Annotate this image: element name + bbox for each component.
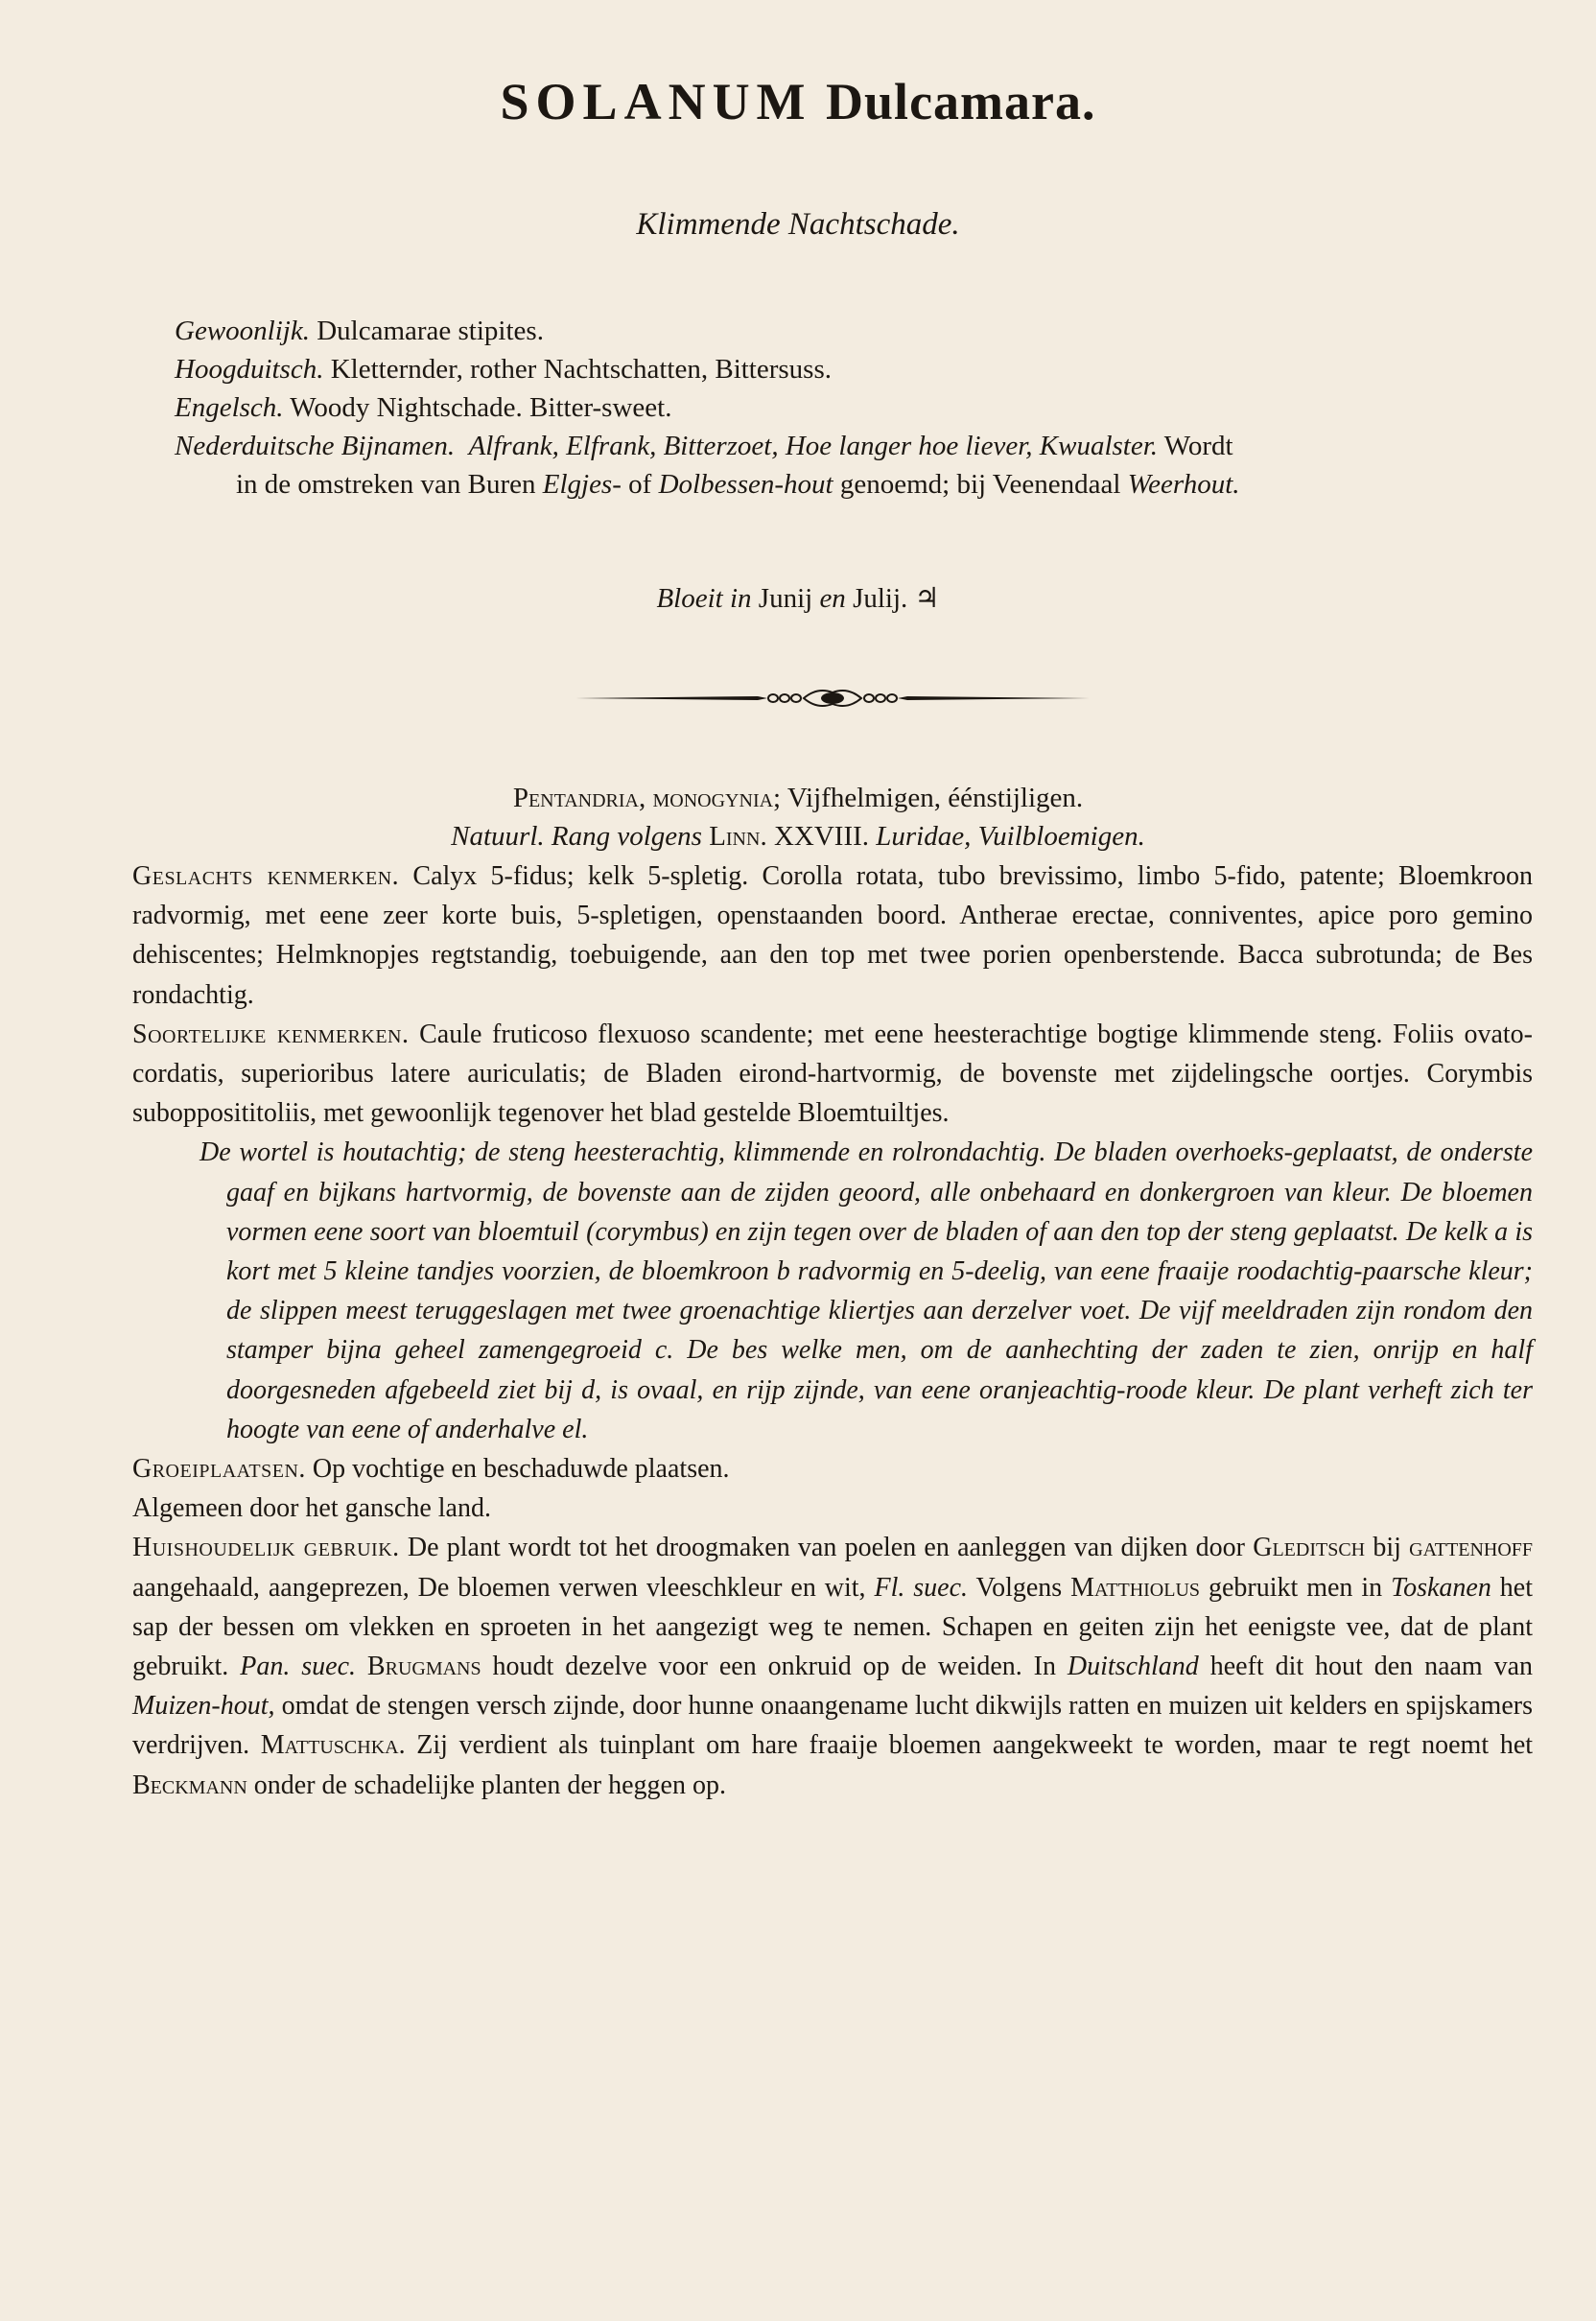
section-text: heeft dit hout den naam van	[1209, 1652, 1534, 1682]
author-name: Matthiolus	[1070, 1572, 1201, 1603]
place-name: Toskanen	[1391, 1572, 1491, 1603]
name-italic: Alfrank, Elfrank, Bitterzoet, Hoe langer hoe liever, Kwualster.	[468, 431, 1159, 461]
local-name: Muizen-hout,	[132, 1691, 275, 1722]
description-paragraph: De wortel is houtachtig; de steng heesterachtig, klimmende en rolrondachtig. De bladen overhoeks-geplaatst, de onderste gaaf en bijkans hartvormig, de bovenste aan de zijden geoord, alle onbehaard en donkergroen van kleur. De bloemen vormen eene soort van bloemtuil (corymbus) en zijn tegen over de bladen of aan den top der steng geplaatst. De kelk a is kort met 5 kleine tandjes voorzien, de bloemkroon b radvormig en 5-deelig, van eene fraaije roodachtig-paarsche kleur; de slippen meest teruggeslagen met twee groenachtige kliertjes aan derzelver voet. De vijf meeldraden zijn rondom den stamper bijna geheel zamengegroeid c. De bes welke men, om de aanhechting der zaden te zien, onrijp en half doorgesneden afgebeeld ziet bij d, is ovaal, en rijp zijnde, van eene oranjeachtig-roode kleur. De plant verheft zich ter hoogte van eene of anderhalve el.	[200, 1137, 1533, 1444]
place-name: Duitschland	[1067, 1652, 1199, 1682]
section-text: aangehaald, aangeprezen, De bloemen verwen vleeschkleur en wit,	[132, 1572, 866, 1603]
common-names-block	[175, 312, 1537, 504]
name-row-gewoonlijk	[175, 312, 1537, 350]
household-use-paragraph	[132, 1528, 1533, 1804]
author-name: gattenhoff	[1409, 1533, 1534, 1563]
name-text: Kletternder, rother Nachtschatten, Bittersuss.	[330, 354, 833, 385]
section-heading: Soortelijke kenmerken.	[132, 1019, 410, 1049]
section-text: Calyx 5-fidus; kelk 5-spletig. Corolla rotata, tubo brevissimo, limbo 5-fido, patente; Bloemkroon radvormig, met eene zeer korte buis, 5-spletigen, openstaanden boord. Antherae erectae, conniventes, apice poro gemino dehiscentes; Helmknopjes regtstandig, toebuigende, aan den top met twee porien openberstende. Bacca subrotunda; de Bes rondachtig.	[132, 861, 1534, 1010]
name-text: Dulcamarae stipites.	[317, 316, 544, 346]
family-name: Luridae, Vuilbloemigen.	[876, 821, 1145, 852]
bloei-word: Bloeit	[656, 583, 723, 614]
name-label: Nederduitsche Bijnamen.	[175, 431, 456, 461]
section-text: het sap der bessen om vlekken en sproeten in het aangezigt weg te nemen. Schapen en geiten zijn het eenigste vee, dat de plant gebruikt.	[132, 1572, 1533, 1682]
section-heading: Huishoudelijk gebruik.	[132, 1533, 400, 1563]
bloei-word: en	[819, 583, 846, 614]
scroll-ornament-icon	[575, 683, 1090, 714]
section-text: Zij verdient als tuinplant om hare fraaije bloemen aangekweekt te worden, maar te regt noemt het	[416, 1730, 1534, 1761]
species-characters-paragraph	[132, 1015, 1533, 1134]
bloei-month: Junij	[758, 583, 813, 614]
classification-block	[0, 779, 1596, 856]
section-text: bij	[1373, 1533, 1401, 1563]
section-text: omdat de stengen versch zijnde, door hunne onaangename lucht dikwijls ratten en muizen uit kelders en spijskamers verdrijven.	[132, 1691, 1533, 1761]
rank-number: XXVIII.	[773, 821, 870, 852]
name-row-engelsch	[175, 388, 1537, 427]
name-label: Engelsch.	[175, 392, 284, 423]
page-title	[0, 72, 1596, 131]
genus-characters-paragraph	[132, 856, 1533, 1015]
flowering-line	[0, 581, 1596, 615]
classification-line-2	[0, 817, 1596, 856]
habitat-paragraph	[132, 1449, 1533, 1489]
title-genus: SOLANUM	[500, 73, 812, 130]
name-text: in de omstreken van Buren	[236, 469, 536, 500]
class-translation: Vijfhelmigen, éénstijligen.	[786, 783, 1084, 813]
name-row-continuation	[175, 465, 1537, 504]
name-text: of	[628, 469, 652, 500]
name-row-hoogduitsch	[175, 350, 1537, 388]
name-italic: Elgjes-	[542, 469, 622, 500]
name-label: Gewoonlijk.	[175, 316, 310, 346]
natural-rank-label: Natuurl. Rang volgens	[451, 821, 702, 852]
section-text: Op vochtige en beschaduwde plaatsen.	[312, 1454, 730, 1485]
section-text: houdt dezelve voor een onkruid op de weiden. In	[492, 1652, 1056, 1682]
name-italic: Weerhout.	[1127, 469, 1240, 500]
author-name: Brugmans	[366, 1652, 481, 1682]
citation: Fl. suec.	[874, 1572, 969, 1603]
name-text: genoemd; bij Veenendaal	[839, 469, 1121, 500]
author-name: Beckmann	[132, 1770, 247, 1800]
linnaean-class: Pentandria, monogynia;	[512, 783, 782, 813]
name-row-nederduitsch	[175, 427, 1537, 465]
name-text: Woody Nightschade. Bitter-sweet.	[290, 392, 672, 423]
bloei-month: Julij.	[853, 583, 908, 614]
author-name: Mattuschka.	[260, 1730, 406, 1761]
page-subtitle: Klimmende Nachtschade.	[636, 207, 960, 242]
author-name: Gleditsch	[1253, 1533, 1366, 1563]
name-italic: Dolbessen-hout	[658, 469, 833, 500]
habitat-line-2: Algemeen door het gansche land.	[132, 1493, 491, 1524]
classification-line-1	[0, 779, 1596, 817]
author-name: Linn.	[709, 821, 767, 852]
section-heading: Geslachts kenmerken.	[132, 861, 400, 891]
section-text: gebruikt men in	[1208, 1572, 1383, 1603]
name-text: Wordt	[1163, 431, 1233, 461]
section-text: onder de schadelijke planten der heggen op.	[253, 1770, 726, 1800]
title-species: Dulcamara.	[826, 73, 1096, 130]
section-heading: Groeiplaatsen.	[132, 1454, 306, 1485]
perennial-symbol-icon: ♃	[914, 583, 940, 614]
main-text	[132, 856, 1533, 1805]
bloei-word: in	[729, 583, 752, 614]
name-label: Hoogduitsch.	[175, 354, 324, 385]
section-text: Volgens	[975, 1572, 1063, 1603]
section-text: De plant wordt tot het droogmaken van poelen en aanleggen van dijken door	[407, 1533, 1245, 1563]
section-text: Caule fruticoso flexuoso scandente; met eene heesterachtige bogtige klimmende steng. Foliis ovato-cordatis, superioribus latere auriculatis; de Bladen eirond-hartvormig, de bovenste met zijdelingsche oortjes. Corymbis subopposititoliis, met gewoonlijk tegenover het blad gestelde Bloemtuiltjes.	[132, 1019, 1534, 1129]
citation: Pan. suec.	[240, 1652, 356, 1682]
